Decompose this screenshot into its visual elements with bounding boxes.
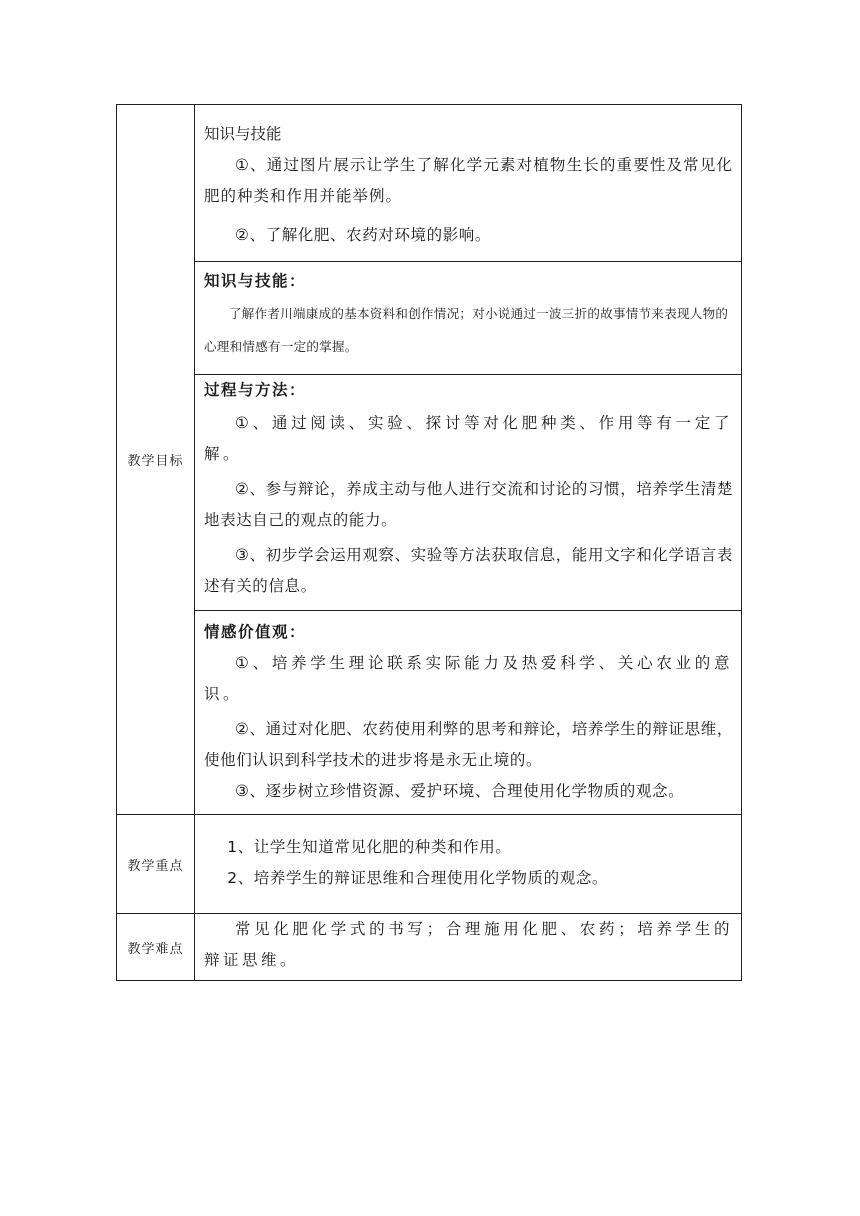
process-item-2: ②、参与辩论，养成主动与他人进行交流和讨论的习惯，培养学生清楚地表达自己的观点的能力。	[204, 480, 733, 529]
key-point-1: 1、让学生知道常见化肥的种类和作用。	[227, 838, 512, 856]
values-item-2: ②、通过对化肥、农药使用利弊的思考和辩论，培养学生的辩证思维，使他们认识到科学技术的进步将是永无止境的。	[204, 720, 733, 769]
difficulties-cell	[195, 914, 742, 981]
lesson-plan-table	[116, 104, 742, 981]
difficulty-1: 常见化肥化学式的书写；合理施用化肥、农药；培养学生的辩证思维。	[204, 920, 733, 969]
goals-knowledge2-cell	[195, 262, 742, 375]
goals-row-values	[117, 611, 742, 815]
goals-process-cell	[195, 375, 742, 611]
knowledge2-heading: 知识与技能：	[204, 272, 307, 290]
values-heading: 情感价值观：	[204, 623, 307, 641]
goals-row-knowledge-2	[117, 262, 742, 375]
knowledge-item-1: ①、通过图片展示让学生了解化学元素对植物生长的重要性及常见化肥的种类和作用并能举例。	[204, 156, 733, 205]
goals-knowledge-cell	[195, 105, 742, 262]
process-item-3: ③、初步学会运用观察、实验等方法获取信息，能用文字和化学语言表述有关的信息。	[204, 546, 733, 595]
goals-row-process	[117, 375, 742, 611]
difficulties-label: 教学难点	[117, 914, 195, 981]
knowledge-item-2: ②、了解化肥、农药对环境的影响。	[235, 226, 491, 244]
goals-values-cell	[195, 611, 742, 815]
difficulties-row	[117, 914, 742, 981]
key-points-label: 教学重点	[117, 815, 195, 914]
process-heading: 过程与方法：	[204, 381, 307, 399]
key-points-row	[117, 815, 742, 914]
values-item-1: ①、培养学生理论联系实际能力及热爱科学、关心农业的意识。	[204, 654, 733, 703]
knowledge-heading: 知识与技能	[204, 125, 282, 143]
goals-row-knowledge	[117, 105, 742, 262]
key-point-2: 2、培养学生的辩证思维和合理使用化学物质的观念。	[227, 869, 609, 887]
knowledge2-item-1: 了解作者川端康成的基本资料和创作情况；对小说通过一波三折的故事情节来表现人物的心理和情感有一定的掌握。	[204, 306, 729, 354]
lesson-plan-sheet	[116, 104, 742, 981]
process-item-1: ①、通过阅读、实验、探讨等对化肥种类、作用等有一定了解。	[204, 414, 733, 463]
key-points-cell	[195, 815, 742, 914]
values-item-3: ③、逐步树立珍惜资源、爱护环境、合理使用化学物质的观念。	[235, 782, 685, 800]
goals-label: 教学目标	[117, 105, 195, 815]
